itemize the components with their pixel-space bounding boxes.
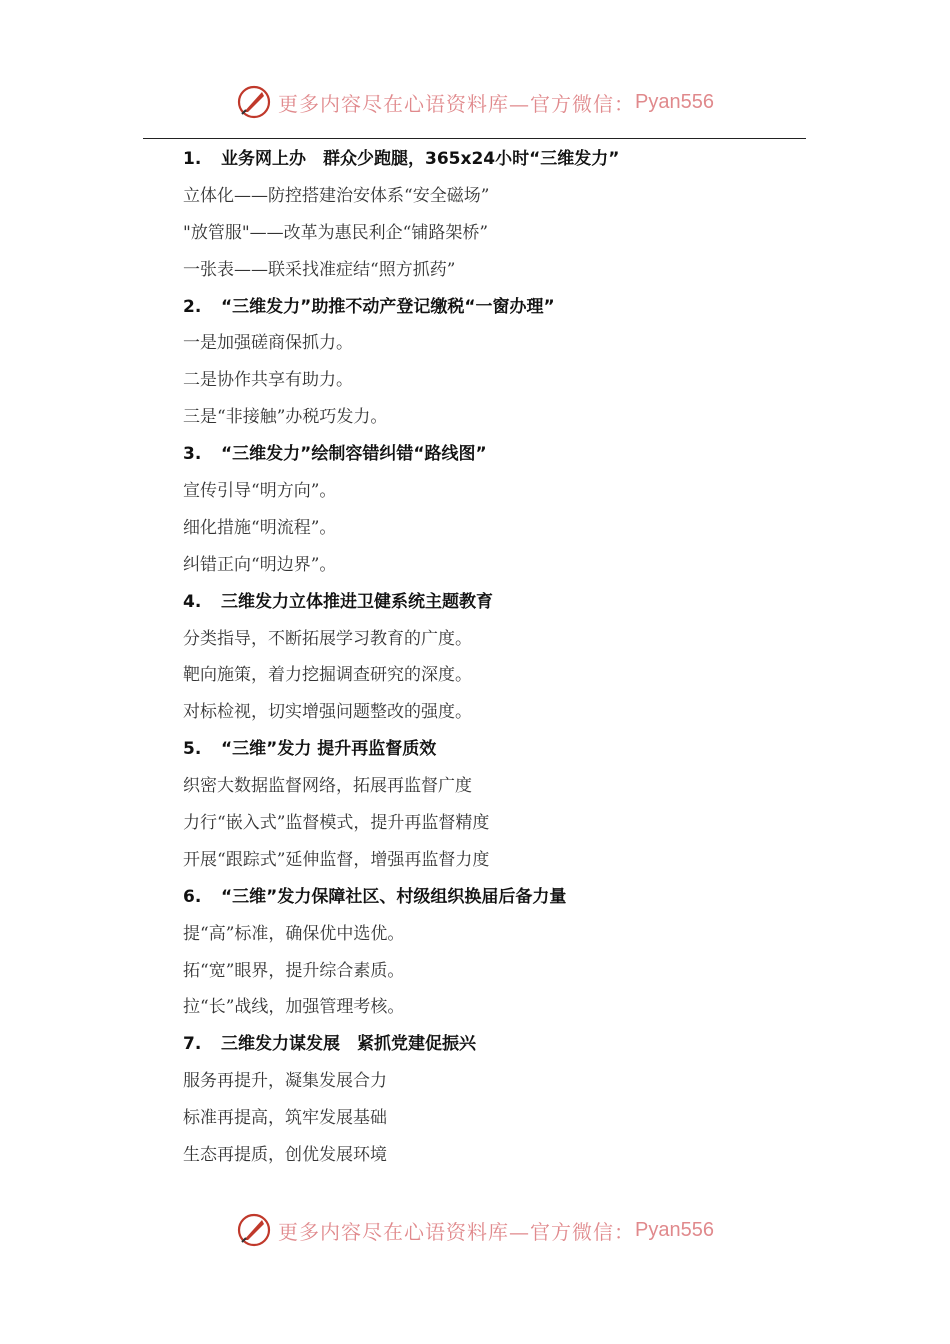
list-item: 二是协作共享有助力。 [183,370,353,391]
banner-wechat-id: Pyan556 [635,1218,714,1241]
list-item: 纠错正向“明边界”。 [183,554,337,575]
banner-text: 更多内容尽在心语资料库—官方微信： [278,91,636,116]
header-banner [0,82,950,122]
list-item: 对标检视，切实增强问题整改的强度。 [183,702,472,723]
section-heading: 6. “三维”发力保障社区、村级组织换届后备力量 [183,886,567,907]
section-heading: 1. 业务网上办 群众少跑腿，365x24小时“三维发力” [183,149,620,169]
section-heading: 2. “三维发力”助推不动产登记缴税“一窗办理” [183,296,555,317]
list-item: 一是加强磋商保抓力。 [183,333,353,354]
list-item: 标准再提高，筑牢发展基础 [183,1108,387,1129]
list-item: 拉“长”战线，加强管理考核。 [183,997,405,1018]
list-item: 力行“嵌入式”监督模式，提升再监督精度 [183,813,490,834]
list-item: 三是“非接触”办税巧发力。 [183,407,388,428]
banner-wechat-id: Pyan556 [635,90,714,113]
list-item: 一张表——联采找准症结“照方抓药” [183,259,456,280]
section-heading: 3. “三维发力”绘制容错纠错“路线图” [183,444,487,465]
list-item: 靶向施策，着力挖掘调查研究的深度。 [183,665,472,686]
list-item: 织密大数据监督网络，拓展再监督广度 [183,776,472,797]
header-divider [143,138,806,139]
list-item: 分类指导，不断拓展学习教育的广度。 [183,628,472,649]
section-heading: 7. 三维发力谋发展 紧抓党建促振兴 [183,1034,476,1055]
list-item: 开展“跟踪式”延伸监督，增强再监督力度 [183,849,490,870]
list-item: "放管服"——改革为惠民利企“铺路架桥” [183,222,489,243]
section-heading: 5. “三维”发力 提升再监督质效 [183,739,437,760]
quill-logo-icon [236,84,272,120]
list-item: 立体化——防控搭建治安体系“安全磁场” [183,185,490,206]
banner-text: 更多内容尽在心语资料库—官方微信： [278,1219,636,1244]
list-item: 宣传引导“明方向”。 [183,481,337,502]
section-heading: 4. 三维发力立体推进卫健系统主题教育 [183,591,493,612]
list-item: 生态再提质，创优发展环境 [183,1145,387,1166]
quill-logo-icon [236,1212,272,1248]
list-item: 提“高”标准，确保优中选优。 [183,923,405,944]
list-item: 拓“宽”眼界，提升综合素质。 [183,960,405,981]
document-body [183,148,783,1181]
list-item: 细化措施“明流程”。 [183,517,337,538]
footer-banner [0,1210,950,1250]
list-item: 服务再提升，凝集发展合力 [183,1071,387,1092]
